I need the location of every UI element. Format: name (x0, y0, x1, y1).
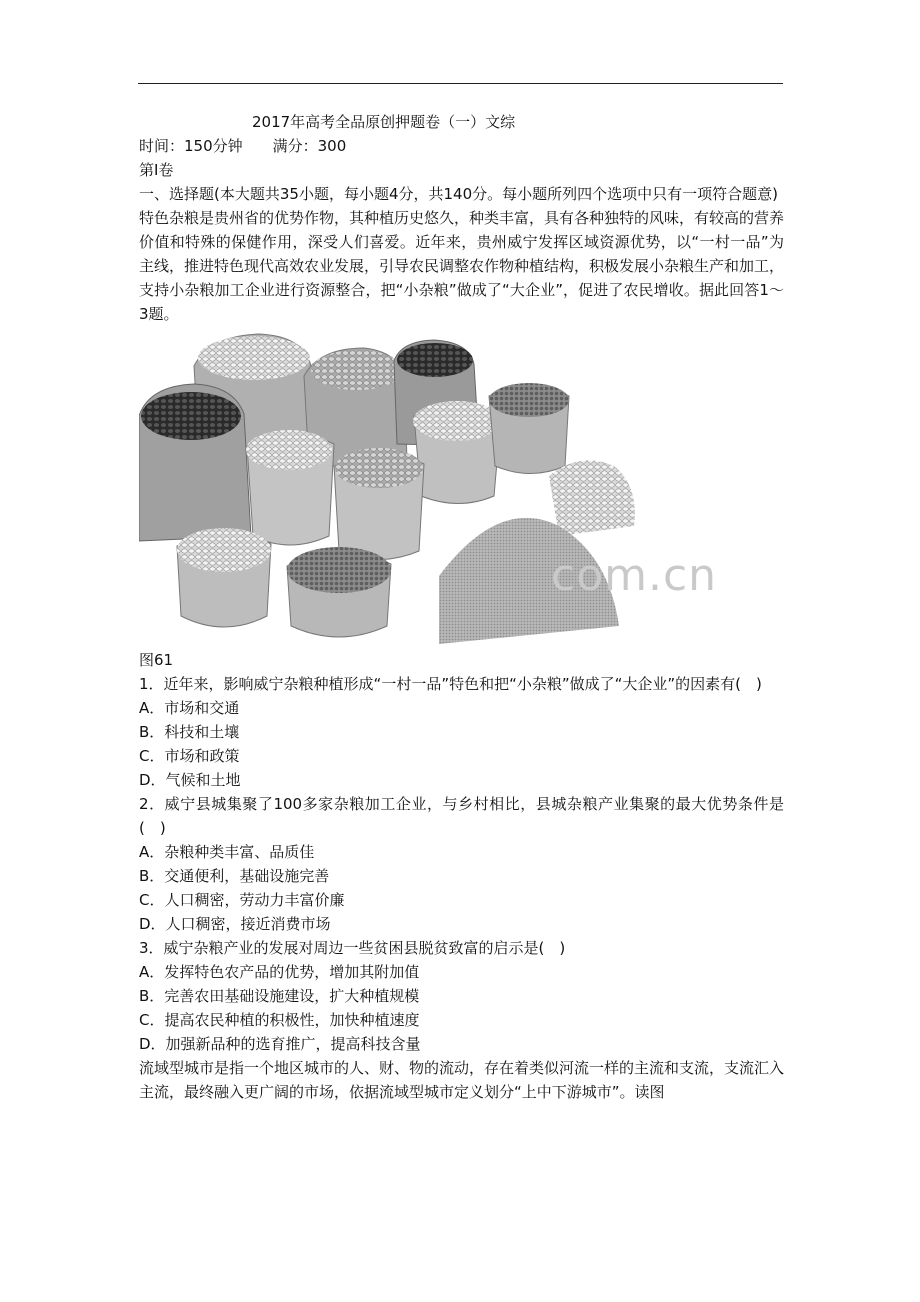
exam-meta: 时间：150分钟 满分：300 (139, 137, 347, 155)
question-2-option-d: D．人口稠密，接近消费市场 (139, 915, 331, 933)
section-heading: 第Ⅰ卷 (139, 161, 174, 179)
passage-1: 特色杂粮是贵州省的优势作物，其种植历史悠久，种类丰富，具有各种独特的风味，有较高的营养价值和特殊的保健作用，深受人们喜爱。近年来，贵州威宁发挥区域资源优势，以“一村一品”为主线，推进特色现代高效农业发展，引导农民调整农作物种植结构，积极发展小杂粮生产和加工，支持小杂粮加工企业进行资源整合，把“小杂粮”做成了“大企业”，促进了农民增收。据此回答1～3题。 (139, 209, 785, 323)
question-1-stem: 1．近年来，影响威宁杂粮种植形成“一村一品”特色和把“小杂粮”做成了“大企业”的因素有( ) (139, 675, 762, 693)
watermark: com.cn (551, 550, 718, 601)
question-3-option-d: D．加强新品种的选育推广，提高科技含量 (139, 1035, 421, 1053)
passage-2: 流域型城市是指一个地区城市的人、财、物的流动，存在着类似河流一样的主流和支流，支流汇入主流，最终融入更广阔的市场，依据流域型城市定义划分“上中下游城市”。读图 (139, 1059, 785, 1101)
question-1-option-c: C．市场和政策 (139, 747, 240, 765)
question-1-option-b: B．科技和土壤 (139, 723, 240, 741)
document-page (139, 110, 784, 1104)
question-2-stem: 2．威宁县城集聚了100多家杂粮加工企业，与乡村相比，县城杂粮产业集聚的最大优势条件是( ) (139, 795, 784, 837)
question-3-option-a: A．发挥特色农产品的优势，增加其附加值 (139, 963, 420, 981)
question-3-stem: 3．威宁杂粮产业的发展对周边一些贫困县脱贫致富的启示是( ) (139, 939, 566, 957)
question-2-option-a: A．杂粮种类丰富、品质佳 (139, 843, 315, 861)
header-rule (138, 83, 783, 84)
question-1-option-a: A．市场和交通 (139, 699, 240, 717)
question-2-option-b: B．交通便利，基础设施完善 (139, 867, 330, 885)
exam-title: 2017年高考全品原创押题卷（一）文综 (252, 113, 516, 131)
question-3-option-b: B．完善农田基础设施建设，扩大种植规模 (139, 987, 420, 1005)
figure-caption: 图61 (139, 651, 174, 669)
instructions: 一、选择题(本大题共35小题，每小题4分，共140分。每小题所列四个选项中只有一项符合题意) (139, 185, 778, 203)
question-2-option-c: C．人口稠密，劳动力丰富价廉 (139, 891, 345, 909)
question-3-option-c: C．提高农民种植的积极性，加快种植速度 (139, 1011, 420, 1029)
question-1-option-d: D．气候和土地 (139, 771, 241, 789)
grains-figure (139, 326, 718, 644)
